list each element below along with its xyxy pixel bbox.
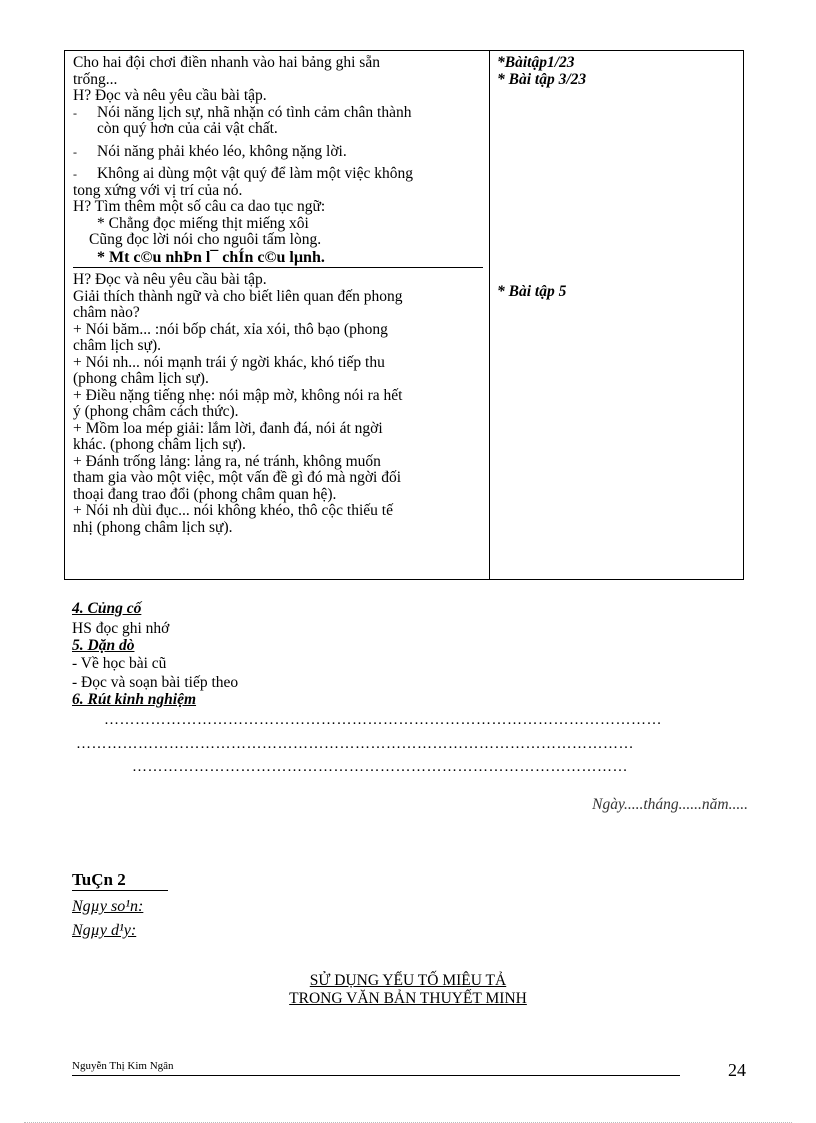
- text-line: khác. (phong châm lịch sự).: [73, 436, 246, 453]
- text-line: H? Đọc và nêu yêu cầu bài tập.: [73, 87, 267, 104]
- text-line: ý (phong châm cách thức).: [73, 403, 239, 420]
- text-line: nhị (phong châm lịch sự).: [73, 518, 233, 536]
- lesson-title-line-1: SỬ DỤNG YẾU TỐ MIÊU TẢ: [309, 972, 507, 989]
- bullet-marker: -: [73, 105, 77, 120]
- lesson-title-line-2: TRONG VĂN BẢN THUYẾT MINH: [289, 990, 527, 1007]
- text-line: + Điều nặng tiếng nhẹ: nói mập mờ, không nói ra hết: [73, 386, 403, 404]
- text-line: Không ai dùng một vật quý để làm một việc không: [97, 165, 413, 182]
- text-line: Nói năng phải khéo léo, không nặng lời.: [97, 142, 347, 160]
- text-line: (phong châm lịch sự).: [73, 370, 209, 387]
- author-name: Nguyễn Thị Kim Ngân: [72, 1060, 174, 1072]
- dotted-line: ……………………………………………………………………………………: [132, 759, 628, 775]
- column-divider: [489, 51, 490, 579]
- text-line: tham gia vào một việc, một vấn đề gì đó mà ngời đối: [73, 469, 402, 486]
- text-line: + Nói nh... nói mạnh trái ý ngời khác, khó tiếp thu: [73, 353, 385, 371]
- text-line: H? Đọc và nêu yêu cầu bài tập.: [73, 271, 267, 288]
- text-line: trống...: [73, 70, 118, 88]
- bullet-marker: -: [73, 167, 77, 181]
- week-underline: [72, 890, 168, 891]
- exercise-label: *Bàitập1/23: [497, 54, 575, 71]
- text-line: thoại đang trao đổi (phong châm quan hệ).: [73, 485, 337, 503]
- dotted-line: ………………………………………………………………………………………………: [76, 736, 634, 752]
- text-line: + Mồm loa mép giải: lắm lời, đanh đá, nói át ngời: [73, 419, 383, 437]
- text-line: còn quý hơn của cải vật chất.: [97, 120, 278, 137]
- week-label: TuÇn 2: [72, 870, 126, 889]
- bullet-item: [73, 105, 483, 138]
- exercise-label: * Bài tập 3/23: [497, 70, 587, 88]
- text-line: tong xứng với vị trí của nó.: [73, 181, 243, 199]
- heading-text: 5. Dặn dò: [72, 637, 135, 654]
- text-line: + Đánh trống lảng: lảng ra, né tránh, không muốn: [73, 452, 381, 470]
- text-line: Giải thích thành ngữ và cho biết liên quan đến phong: [73, 287, 403, 305]
- section-heading-cung-co: [72, 600, 141, 618]
- exercise-label: * Bài tập 5: [497, 283, 567, 300]
- heading-text: 4. Củng cố: [72, 600, 142, 617]
- heading-text: 6. Rút kinh nghiệm: [72, 691, 197, 708]
- dotted-line: ………………………………………………………………………………………………: [104, 712, 662, 728]
- activity-column: [73, 55, 483, 536]
- text-line: HS đọc ghi nhớ: [72, 620, 170, 637]
- exercise-column: [497, 55, 737, 301]
- text-line: Nói năng lịch sự, nhã nhặn có tình cảm chân thành: [97, 103, 412, 121]
- teach-date: Ngµy d¹y:: [72, 922, 137, 939]
- prepare-date: Ngµy so¹n:: [72, 898, 144, 915]
- date-line: Ngày.....tháng......năm.....: [592, 796, 748, 813]
- bullet-marker: -: [73, 144, 77, 159]
- text-line: Cho hai đội chơi điền nhanh vào hai bảng ghi sẵn: [73, 54, 380, 71]
- text-line: - Đọc và soạn bài tiếp theo: [72, 674, 239, 691]
- footer-rule: [72, 1075, 680, 1076]
- text-line: châm nào?: [73, 304, 140, 321]
- text-line: Cũng đọc lời nói cho nguôi tấm lòng.: [89, 231, 322, 248]
- section-heading-rut-kinh-nghiem: [72, 691, 196, 709]
- bullet-item: [73, 166, 483, 183]
- bullet-item: [73, 144, 483, 161]
- text-line: - Về học bài cũ: [72, 655, 167, 672]
- proverb-heading: * Mt c©u nhÞn l¯ chÍn c©u lµnh.: [73, 250, 483, 269]
- page-number: 24: [728, 1060, 746, 1080]
- text-line: * Chẳng đọc miếng thịt miếng xôi: [97, 214, 309, 232]
- text-line: + Nói nh dùi đục... nói không khéo, thô cộc thiếu tế: [73, 502, 393, 519]
- section-heading-dan-do: [72, 637, 134, 655]
- text-line: + Nói băm... :nói bốp chát, xỉa xói, thô bạo (phong: [73, 320, 388, 338]
- text-line: H? Tìm thêm một số câu ca dao tục ngữ:: [73, 198, 326, 215]
- lesson-table: [64, 50, 744, 580]
- text-line: châm lịch sự).: [73, 337, 162, 354]
